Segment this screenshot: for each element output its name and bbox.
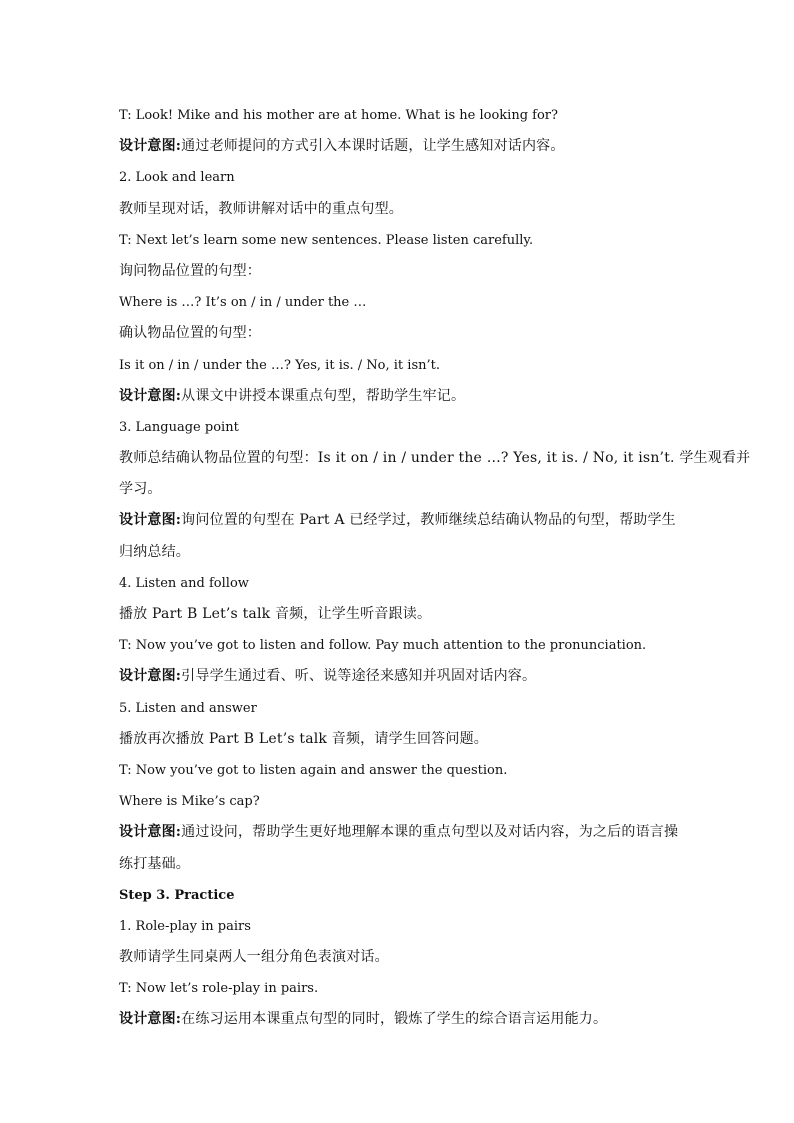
design-intent [119, 817, 679, 848]
line-text: 教师总结确认物品位置的句型：Is it on / in / under the …? Yes, it is. / No, it isn’t. 学生观看并 [119, 450, 751, 467]
line-text: 1. Role-play in pairs [119, 918, 251, 934]
line-text: T: Now you’ve got to listen and follow. Pay much attention to the pronunciation. [119, 638, 647, 654]
instruction-line [119, 599, 679, 630]
instruction-line [119, 443, 751, 474]
section-heading [119, 412, 679, 443]
intent-text: 通过老师提问的方式引入本课时话题，让学生感知对话内容。 [181, 138, 565, 155]
intent-text: 询问位置的句型在 Part A 已经学过，教师继续总结确认物品的句型，帮助学生 [181, 512, 676, 529]
intent-text: 从课文中讲授本课重点句型，帮助学生牢记。 [181, 387, 466, 404]
dialogue-line [119, 100, 679, 131]
line-text: 询问物品位置的句型： [119, 262, 261, 279]
instruction-line [119, 194, 679, 225]
intent-label: 设计意图: [119, 1011, 182, 1028]
intent-label: 设计意图: [119, 668, 182, 685]
intent-text: 通过设问，帮助学生更好地理解本课的重点句型以及对话内容，为之后的语言操 [181, 824, 679, 841]
instruction-line [119, 849, 679, 880]
dialogue-line [119, 755, 679, 786]
line-text: T: Now let’s role-play in pairs. [119, 981, 319, 997]
line-text: 教师请学生同桌两人一组分角色表演对话。 [119, 949, 389, 966]
intent-text: 在练习运用本课重点句型的同时，锻炼了学生的综合语言运用能力。 [181, 1011, 608, 1028]
dialogue-line [119, 973, 679, 1004]
instruction-line [119, 318, 679, 349]
instruction-line [119, 537, 679, 568]
dialogue-line [119, 630, 679, 661]
line-text: 4. Listen and follow [119, 575, 249, 591]
line-text: 归纳总结。 [119, 543, 190, 560]
design-intent [119, 131, 679, 162]
document-page [119, 100, 751, 1036]
instruction-line [119, 474, 679, 505]
line-text: Where is Mike’s cap? [119, 794, 260, 810]
line-text: 3. Language point [119, 419, 239, 435]
section-heading [119, 911, 679, 942]
intent-label: 设计意图: [119, 138, 182, 155]
intent-label: 设计意图: [119, 387, 182, 404]
line-text: 确认物品位置的句型： [119, 325, 261, 342]
instruction-line [119, 256, 679, 287]
intent-label: 设计意图: [119, 512, 182, 529]
section-heading [119, 568, 679, 599]
instruction-line [119, 942, 679, 973]
design-intent [119, 1004, 679, 1035]
question-line [119, 786, 679, 817]
line-text: 练打基础。 [119, 855, 190, 872]
line-text: 2. Look and learn [119, 170, 235, 186]
section-heading [119, 162, 679, 193]
dialogue-line [119, 225, 679, 256]
line-text: 学习。 [119, 481, 162, 498]
intent-label: 设计意图: [119, 824, 182, 841]
design-intent [119, 661, 679, 692]
line-text: 播放再次播放 Part B Let’s talk 音频，请学生回答问题。 [119, 730, 488, 747]
design-intent [119, 381, 679, 412]
line-text: Step 3. Practice [119, 887, 235, 903]
line-text: Where is …? It’s on / in / under the … [119, 295, 367, 311]
step-heading [119, 880, 679, 911]
line-text: 播放 Part B Let’s talk 音频，让学生听音跟读。 [119, 606, 432, 622]
line-text: 教师呈现对话，教师讲解对话中的重点句型。 [119, 200, 403, 217]
line-text: 5. Listen and answer [119, 700, 257, 716]
sentence-pattern [119, 287, 679, 318]
line-text: T: Now you’ve got to listen again and answer the question. [119, 762, 508, 778]
sentence-pattern [119, 350, 679, 381]
section-heading [119, 693, 679, 724]
design-intent [119, 505, 679, 536]
line-text: T: Next let’s learn some new sentences. Please listen carefully. [119, 232, 534, 248]
instruction-line [119, 724, 679, 755]
line-text: T: Look! Mike and his mother are at home. What is he looking for? [119, 108, 558, 123]
line-text: Is it on / in / under the …? Yes, it is. / No, it isn’t. [119, 357, 440, 373]
intent-text: 引导学生通过看、听、说等途径来感知并巩固对话内容。 [181, 668, 537, 685]
